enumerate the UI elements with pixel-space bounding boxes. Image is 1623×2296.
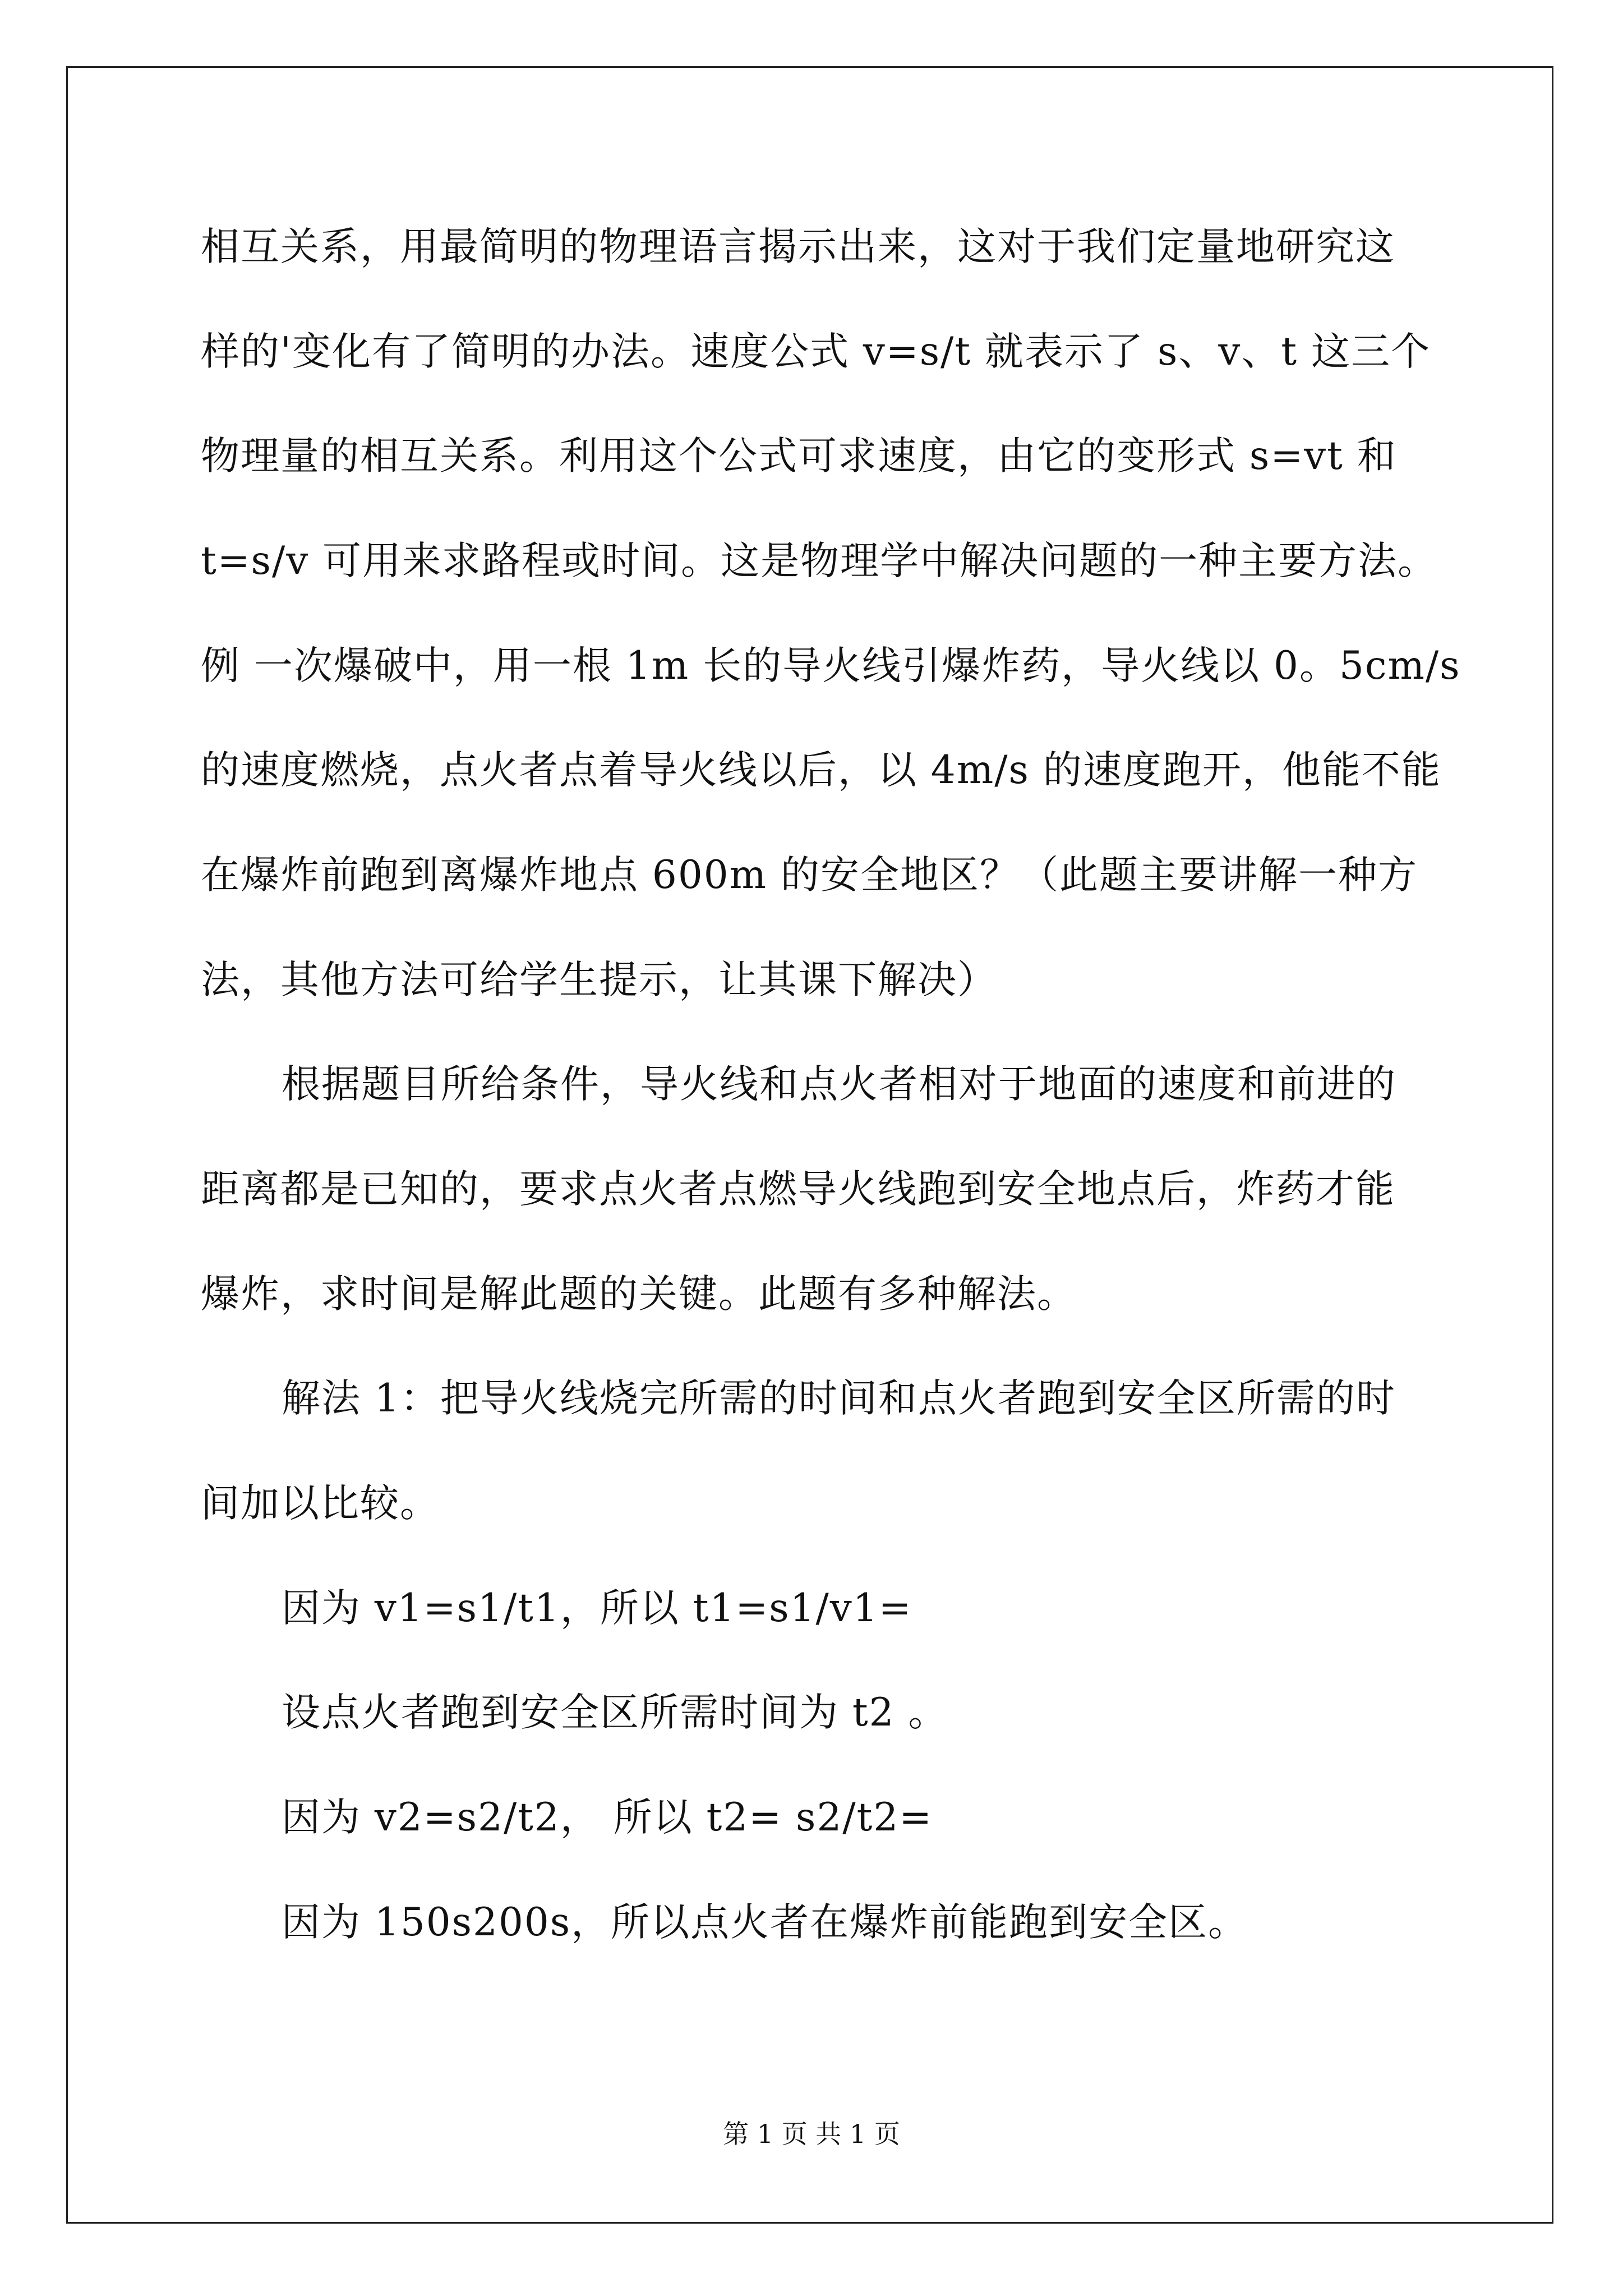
text-line-9: 根据题目所给条件，导火线和点火者相对于地面的速度和前进的 [282,1062,1396,1107]
text-line-11: 爆炸，求时间是解此题的关键。此题有多种解法。 [201,1272,1077,1317]
text-line-8: 法，其他方法可给学生提示，让其课下解决） [201,958,997,1002]
text-line-16: 因为 v2=s2/t2， 所以 t2= s2/t2= [282,1795,933,1840]
text-line-7: 在爆炸前跑到离爆炸地点 600m 的安全地区？（此题主要讲解一种方 [201,853,1418,898]
text-line-15: 设点火者跑到安全区所需时间为 t2 。 [282,1690,948,1735]
text-line-12: 解法 1：把导火线烧完所需的时间和点火者跑到安全区所需的时 [282,1376,1396,1421]
text-line-6: 的速度燃烧，点火者点着导火线以后，以 4m/s 的速度跑开，他能不能 [201,748,1441,793]
text-line-10: 距离都是已知的，要求点火者点燃导火线跑到安全地点后，炸药才能 [201,1167,1395,1212]
text-line-3: 物理量的相互关系。利用这个公式可求速度，由它的变形式 s=vt 和 [201,434,1397,478]
text-line-17: 因为 150s200s，所以点火者在爆炸前能跑到安全区。 [282,1900,1248,1945]
page-number-footer: 第 1 页 共 1 页 [723,2119,900,2149]
text-line-1: 相互关系，用最简明的物理语言揭示出来，这对于我们定量地研究这 [201,224,1395,269]
text-line-5: 例 一次爆破中，用一根 1m 长的导火线引爆炸药，导火线以 0。5cm/s [201,643,1461,688]
text-line-4: t=s/v 可用来求路程或时间。这是物理学中解决问题的一种主要方法。 [201,539,1438,583]
text-line-14: 因为 v1=s1/t1，所以 t1=s1/v1= [282,1586,912,1631]
text-line-13: 间加以比较。 [201,1481,440,1526]
text-line-2: 样的'变化有了简明的办法。速度公式 v=s/t 就表示了 s、v、t 这三个 [201,329,1431,374]
